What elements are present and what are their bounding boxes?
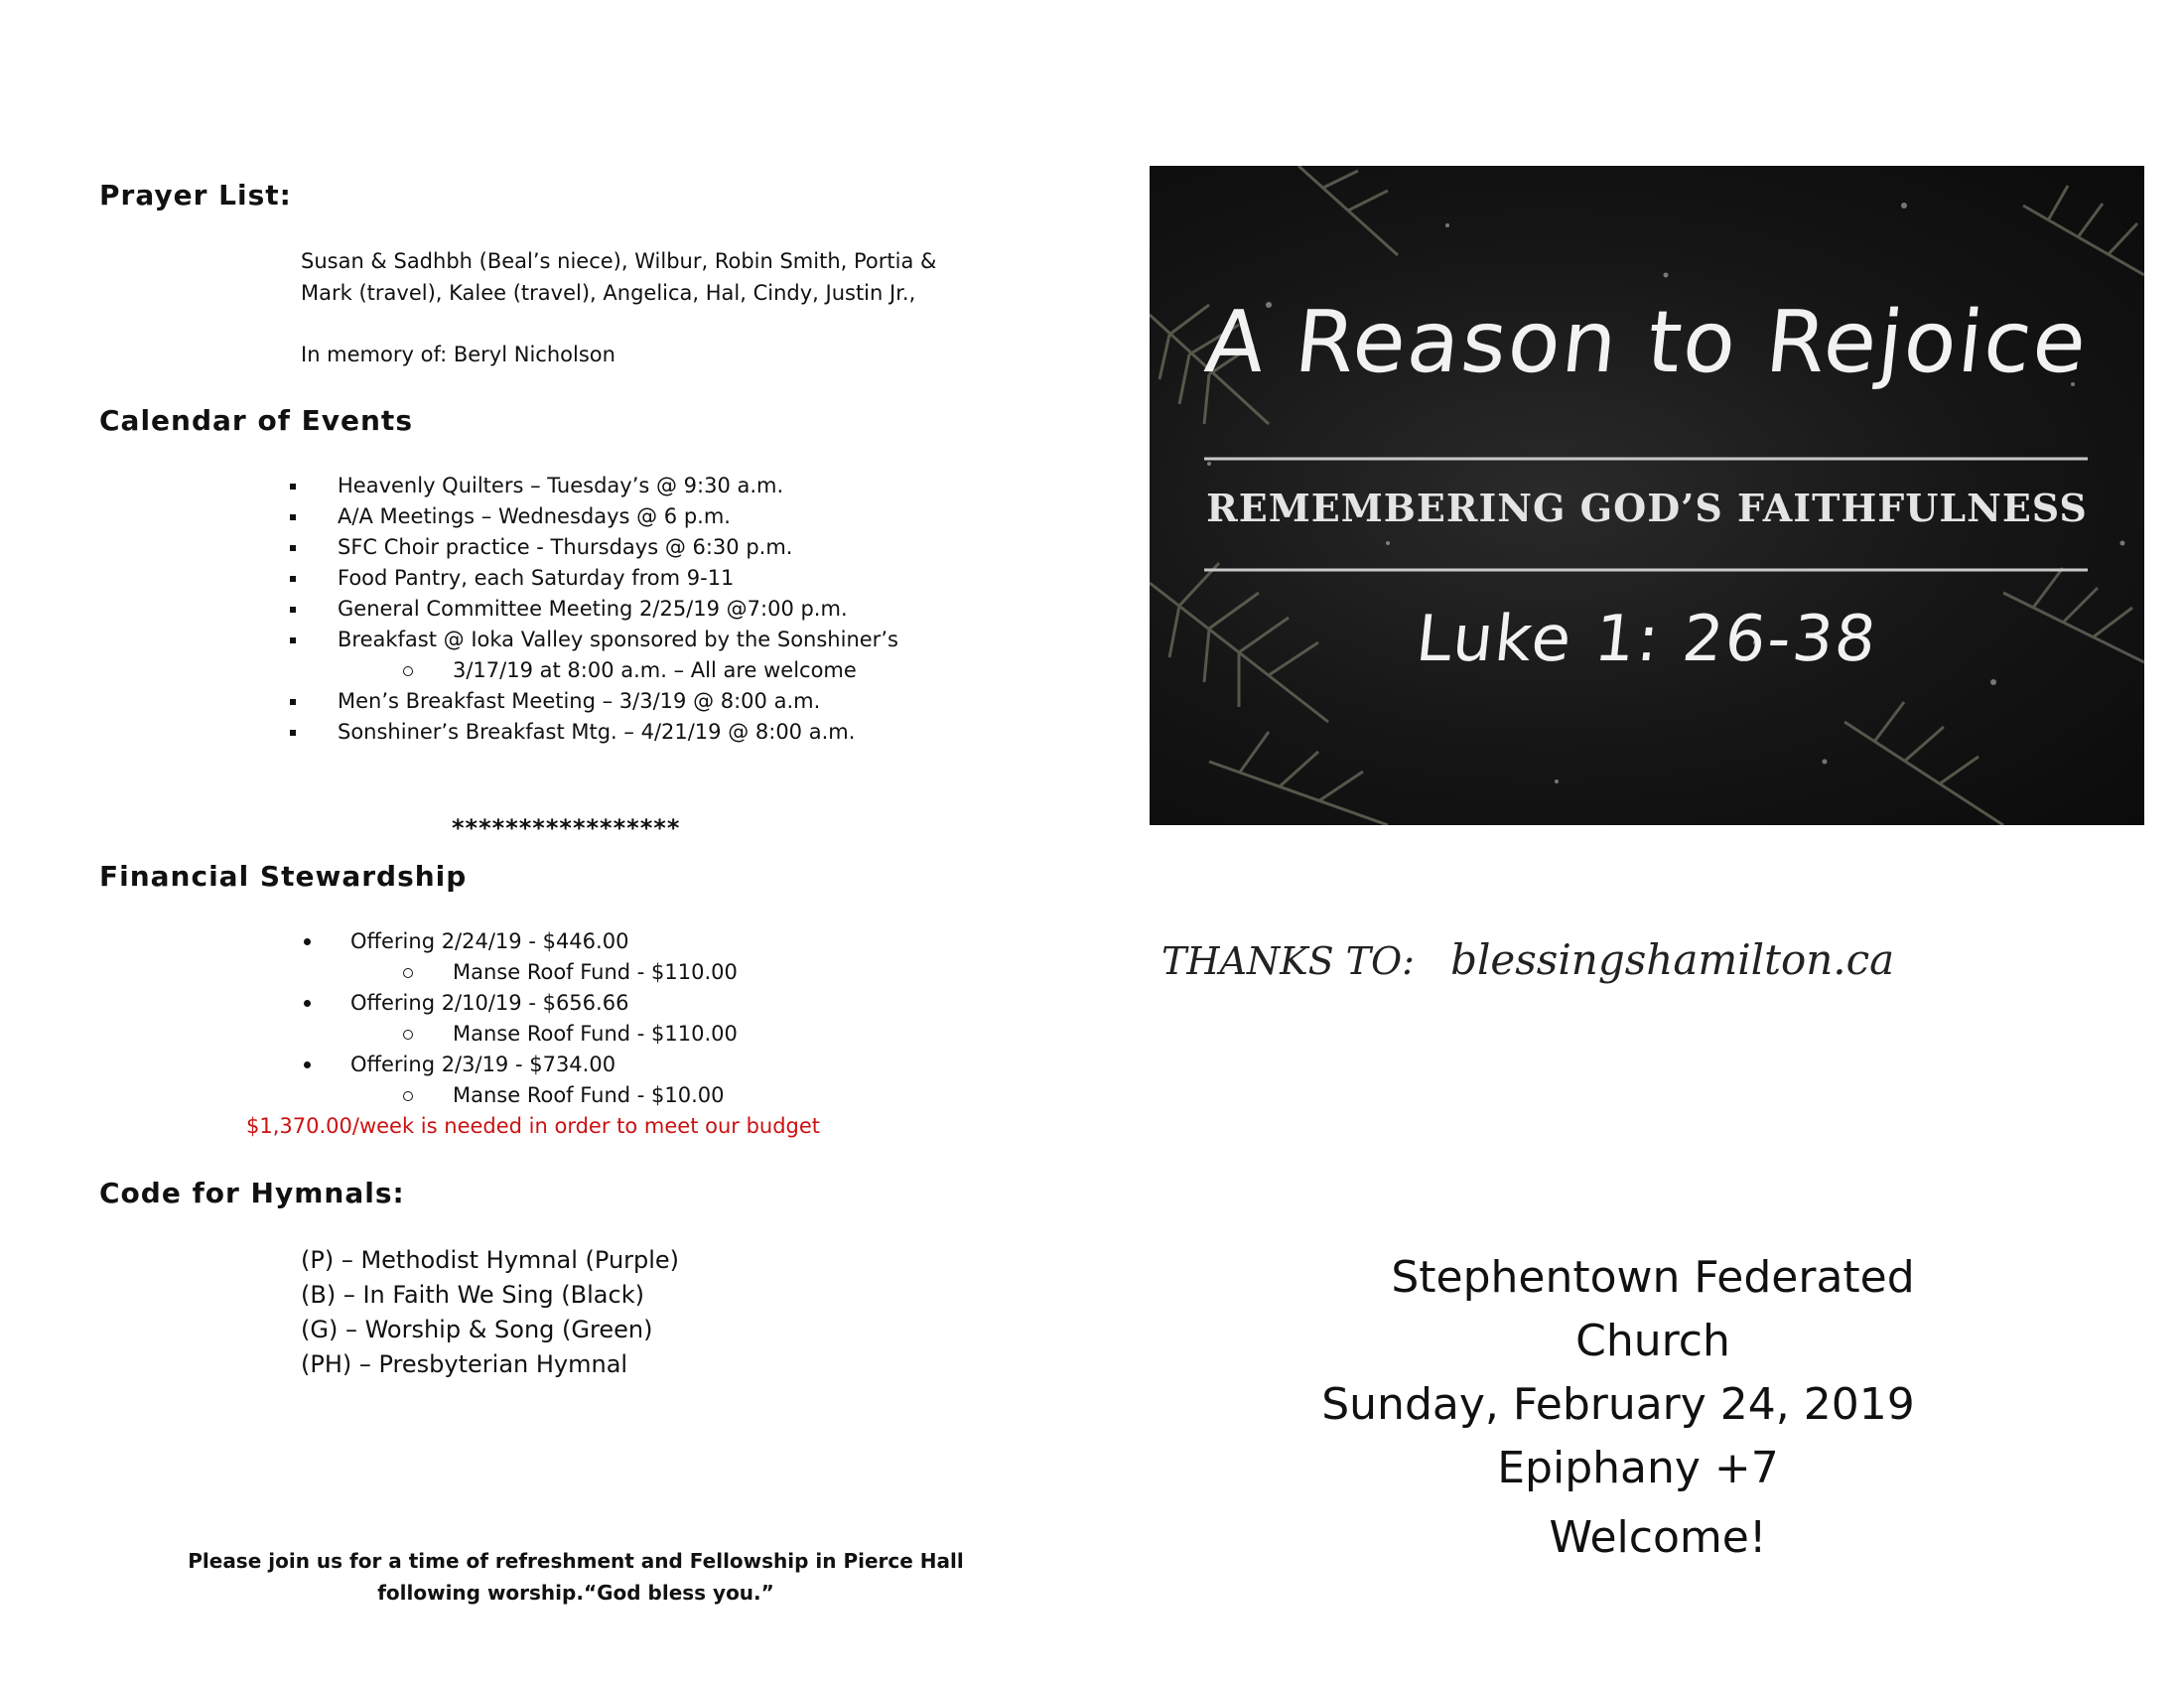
credit-label: THANKS TO: <box>1161 939 1415 983</box>
bullet-icon <box>290 484 296 490</box>
cover-title-block <box>1310 1246 1995 1570</box>
list-subitem: Manse Roof Fund - $110.00 <box>298 957 993 988</box>
sub-bullet-icon <box>403 1091 413 1101</box>
sub-bullet-icon <box>403 968 413 978</box>
prayer-line-2: Mark (travel), Kalee (travel), Angelica, Hal, Cindy, Justin Jr., <box>301 281 916 305</box>
fellowship-note <box>159 1545 993 1609</box>
hymnals-list <box>301 1243 679 1382</box>
list-subitem: 3/17/19 at 8:00 a.m. – All are welcome <box>288 655 983 686</box>
list-subitem: Manse Roof Fund - $110.00 <box>298 1019 993 1050</box>
list-item: Food Pantry, each Saturday from 9-11 <box>288 563 983 594</box>
image-verse: Luke 1: 26-38 <box>1413 603 1881 676</box>
list-item: (P) – Methodist Hymnal (Purple) <box>301 1246 680 1274</box>
financial-list <box>298 926 993 1111</box>
list-item: Offering 2/3/19 - $734.00 <box>298 1050 993 1080</box>
prayer-line-1: Susan & Sadhbh (Beal’s niece), Wilbur, Robin Smith, Portia & <box>301 249 937 273</box>
image-subtitle: REMEMBERING GOD’S FAITHFULNESS <box>1206 486 2088 530</box>
list-item: A/A Meetings – Wednesdays @ 6 p.m. <box>288 501 983 532</box>
bullet-icon <box>290 576 296 582</box>
sermon-image <box>1150 166 2144 825</box>
list-item: Offering 2/10/19 - $656.66 <box>298 988 993 1019</box>
prayer-list-heading: Prayer List: <box>99 179 292 211</box>
list-item: (PH) – Presbyterian Hymnal <box>301 1350 628 1378</box>
calendar-list <box>288 471 983 748</box>
list-item: Men’s Breakfast Meeting – 3/3/19 @ 8:00 a.m. <box>288 686 983 717</box>
list-item: Sonshiner’s Breakfast Mtg. – 4/21/19 @ 8:00 a.m. <box>288 717 983 748</box>
credit-link[interactable]: blessingshamilton.ca <box>1450 935 1895 984</box>
bullet-icon <box>290 545 296 551</box>
bullet-icon <box>290 730 296 736</box>
service-date: Sunday, February 24, 2019 <box>1321 1379 1915 1430</box>
list-subitem: Manse Roof Fund - $10.00 <box>298 1080 993 1111</box>
hymnals-heading: Code for Hymnals: <box>99 1177 405 1209</box>
bullet-icon <box>290 699 296 705</box>
sub-bullet-icon <box>403 666 413 676</box>
financial-heading: Financial Stewardship <box>99 860 468 893</box>
bullet-icon <box>304 1000 311 1007</box>
bullet-icon <box>304 938 311 945</box>
bullet-icon <box>304 1061 311 1068</box>
fellowship-line-2: following worship.“God bless you.” <box>377 1581 774 1605</box>
church-name: Stephentown Federated Church <box>1391 1252 1915 1366</box>
list-item: (B) – In Faith We Sing (Black) <box>301 1281 644 1309</box>
bullet-icon <box>290 637 296 643</box>
image-credit <box>1161 935 1894 984</box>
list-item: (G) – Worship & Song (Green) <box>301 1316 653 1343</box>
bullet-icon <box>290 514 296 520</box>
budget-note: $1,370.00/week is needed in order to meet our budget <box>246 1114 821 1138</box>
welcome-text: Welcome! <box>1549 1512 1767 1563</box>
prayer-list-names <box>301 245 936 309</box>
list-item: SFC Choir practice - Thursdays @ 6:30 p.m. <box>288 532 983 563</box>
list-item: Heavenly Quilters – Tuesday’s @ 9:30 a.m. <box>288 471 983 501</box>
image-title: A Reason to Rejoice <box>1200 293 2094 392</box>
list-item: Breakfast @ Ioka Valley sponsored by the Sonshiner’s <box>288 625 983 655</box>
bullet-icon <box>290 607 296 613</box>
calendar-heading: Calendar of Events <box>99 404 413 437</box>
list-item: General Committee Meeting 2/25/19 @7:00 p.m. <box>288 594 983 625</box>
section-divider: ***************** <box>452 814 681 842</box>
liturgical-season: Epiphany +7 <box>1497 1443 1779 1493</box>
sub-bullet-icon <box>403 1030 413 1040</box>
list-item: Offering 2/24/19 - $446.00 <box>298 926 993 957</box>
in-memory-line: In memory of: Beryl Nicholson <box>301 343 615 366</box>
fellowship-line-1: Please join us for a time of refreshment and Fellowship in Pierce Hall <box>188 1549 964 1573</box>
